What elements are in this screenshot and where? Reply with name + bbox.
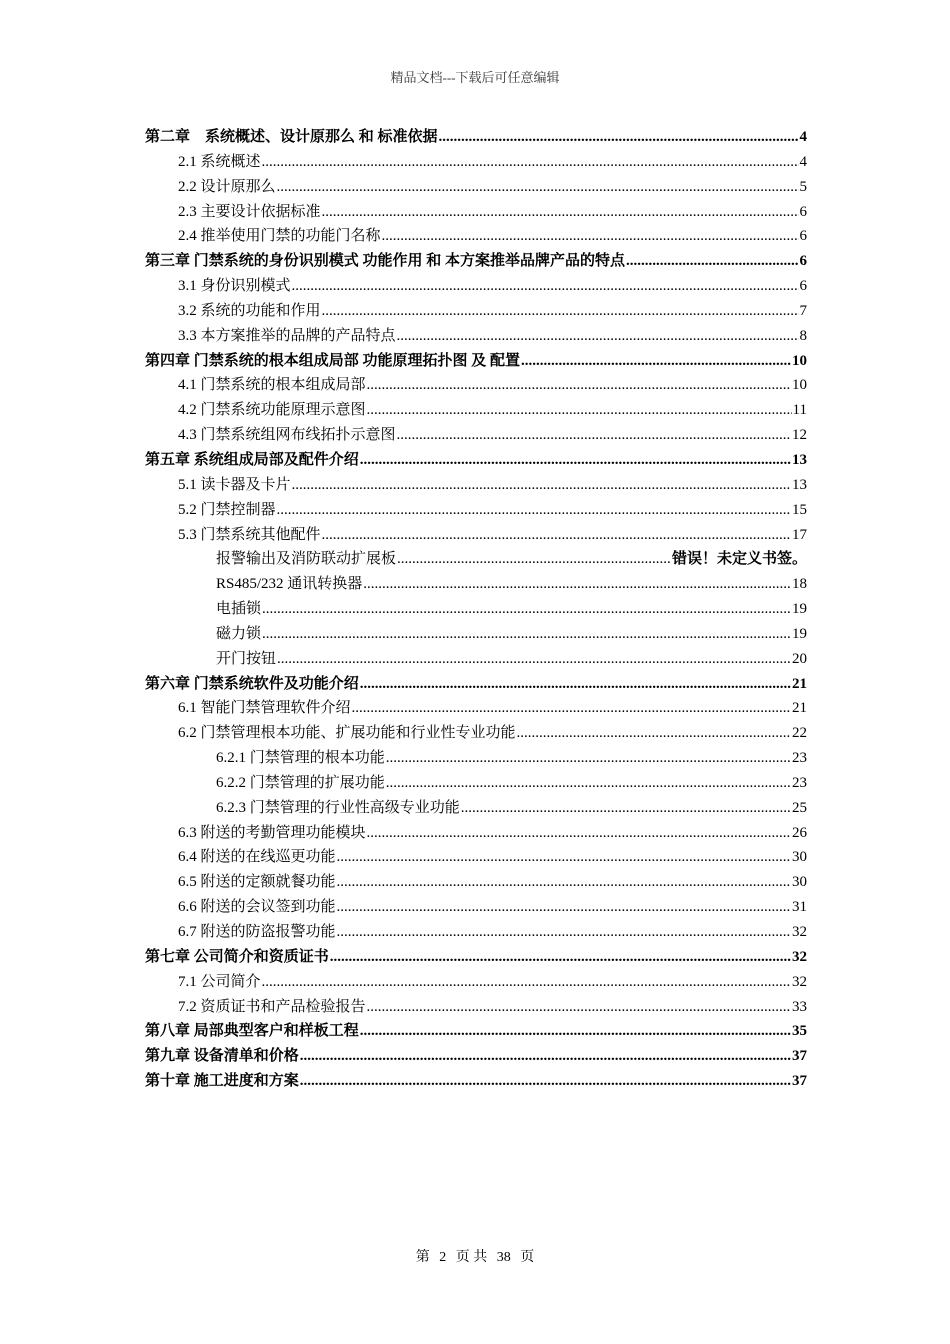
dot-leader [262, 150, 799, 175]
dot-leader [367, 373, 791, 398]
toc-entry-page-number: 23 [792, 750, 807, 767]
dot-leader [626, 249, 798, 274]
toc-entry-page-number: 5 [799, 178, 807, 195]
toc-entry-title: 7.1 公司简介 [178, 973, 261, 990]
footer-suffix: 页 [520, 1250, 535, 1265]
toc-entry-title: 2.1 系统概述 [178, 153, 261, 170]
toc-entry-title: 第三章 门禁系统的身份识别模式 功能作用 和 本方案推举品牌产品的特点 [145, 253, 626, 270]
dot-leader [386, 746, 791, 771]
toc-entry-page-number: 32 [792, 973, 807, 990]
toc-entry-title: 6.4 附送的在线巡更功能 [178, 849, 336, 866]
dot-leader [382, 224, 799, 249]
dot-leader [300, 1069, 791, 1094]
toc-entry-title: 第八章 局部典型客户和样板工程 [145, 1023, 359, 1040]
toc-entry-page-number: 25 [792, 799, 807, 816]
dot-leader [367, 995, 791, 1020]
toc-entry-page-number: 4 [799, 129, 807, 145]
toc-entry[interactable] [145, 1069, 807, 1094]
dot-leader [386, 771, 791, 796]
toc-entry-page-number: 6 [799, 278, 807, 295]
toc-entry[interactable] [145, 995, 807, 1020]
dot-leader [337, 845, 791, 870]
toc-entry-title: 6.5 附送的定额就餐功能 [178, 874, 336, 891]
toc-entry-title: 6.2.3 门禁管理的行业性高级专业功能 [216, 799, 460, 816]
toc-entry[interactable] [145, 398, 807, 423]
toc-entry-title: 6.2.1 门禁管理的根本功能 [216, 750, 385, 767]
toc-entry-page-number: 13 [792, 476, 807, 493]
toc-entry[interactable] [145, 870, 807, 895]
dot-leader [360, 672, 791, 697]
toc-entry[interactable] [145, 175, 807, 200]
dot-leader [367, 821, 791, 846]
dot-leader [337, 870, 791, 895]
toc-entry-page-number: 30 [792, 874, 807, 891]
toc-entry[interactable] [145, 920, 807, 945]
toc-entry[interactable] [145, 448, 807, 473]
toc-entry-page-number: 26 [792, 824, 807, 841]
toc-entry[interactable] [145, 845, 807, 870]
dot-leader [322, 523, 791, 548]
toc-entry-page-number: 10 [792, 377, 807, 394]
dot-leader [262, 622, 791, 647]
dot-leader [300, 1044, 791, 1069]
toc-entry[interactable] [145, 423, 807, 448]
dot-leader [292, 473, 791, 498]
dot-leader [292, 274, 799, 299]
toc-entry[interactable] [145, 473, 807, 498]
toc-entry[interactable] [145, 622, 807, 647]
toc-entry[interactable] [145, 1019, 807, 1044]
toc-entry-title: 5.2 门禁控制器 [178, 501, 276, 518]
toc-entry[interactable] [145, 274, 807, 299]
toc-entry-title: 2.3 主要设计依据标准 [178, 203, 321, 220]
toc-entry-page-number: 23 [792, 774, 807, 791]
toc-entry-page-number: 37 [792, 1048, 807, 1065]
toc-entry-page-number: 19 [792, 601, 807, 618]
toc-entry-page-number: 22 [792, 725, 807, 742]
toc-entry-page-number: 33 [792, 998, 807, 1015]
page-footer [0, 1246, 950, 1266]
toc-entry-title: 3.1 身份识别模式 [178, 278, 291, 295]
footer-current-page: 2 [439, 1250, 447, 1265]
dot-leader [262, 597, 791, 622]
toc-entry[interactable] [145, 324, 807, 349]
toc-entry-title: 6.1 智能门禁管理软件介绍 [178, 700, 351, 717]
toc-entry[interactable] [145, 200, 807, 225]
toc-entry[interactable] [145, 498, 807, 523]
toc-entry[interactable] [145, 349, 807, 374]
toc-entry[interactable] [145, 945, 807, 970]
dot-leader [337, 920, 791, 945]
toc-entry-title: 2.4 推举使用门禁的功能门名称 [178, 228, 381, 245]
toc-entry-title: 第二章 系统概述、设计原那么 和 标准依据 [145, 129, 438, 145]
dot-leader [352, 696, 791, 721]
toc-entry-title: 第六章 门禁系统软件及功能介绍 [145, 675, 359, 692]
dot-leader [277, 175, 799, 200]
footer-middle: 页 共 [455, 1250, 488, 1265]
toc-entry[interactable] [145, 597, 807, 622]
toc-entry-page-number: 31 [792, 899, 807, 916]
toc-entry-page-number: 20 [792, 650, 807, 667]
toc-entry-page-number: 6 [799, 253, 807, 270]
dot-leader [517, 721, 791, 746]
dot-leader [397, 423, 791, 448]
toc-entry-title: 5.1 读卡器及卡片 [178, 476, 291, 493]
toc-entry[interactable] [145, 721, 807, 746]
toc-entry-page-number: 32 [792, 924, 807, 940]
toc-entry-page-number: 10 [792, 352, 807, 369]
toc-entry-title: 3.2 系统的功能和作用 [178, 302, 321, 319]
toc-entry-title: 5.3 门禁系统其他配件 [178, 526, 321, 543]
toc-entry[interactable] [145, 373, 807, 398]
toc-entry-page-number: 8 [799, 327, 807, 344]
toc-entry-title: 第十章 施工进度和方案 [145, 1073, 299, 1090]
toc-entry-title: 4.2 门禁系统功能原理示意图 [178, 402, 366, 419]
dot-leader [360, 1019, 791, 1044]
toc-entry-title: RS485/232 通讯转换器 [216, 576, 363, 593]
toc-entry-page-number: 6 [799, 203, 807, 220]
toc-entry[interactable] [145, 547, 807, 572]
toc-entry-title: 6.7 附送的防盗报警功能 [178, 924, 336, 940]
toc-entry-title: 电插锁 [216, 601, 262, 618]
toc-entry[interactable] [145, 796, 807, 821]
toc-entry-title: 6.2 门禁管理根本功能、扩展功能和行业性专业功能 [178, 725, 516, 742]
toc-entry-page-number: 18 [792, 576, 807, 593]
toc-entry[interactable] [145, 150, 807, 175]
toc-entry-page-number: 37 [792, 1073, 807, 1090]
toc-entry-page-number: 35 [792, 1023, 807, 1040]
dot-leader [367, 398, 792, 423]
toc-entry[interactable] [145, 224, 807, 249]
dot-leader [461, 796, 791, 821]
toc-entry-title: 6.6 附送的会议签到功能 [178, 899, 336, 916]
dot-leader [277, 498, 791, 523]
toc-entry-title: 6.3 附送的考勤管理功能模块 [178, 824, 366, 841]
dot-leader [337, 895, 791, 920]
toc-entry[interactable] [145, 970, 807, 995]
dot-leader [363, 572, 791, 597]
toc-entry-page-number: 13 [792, 451, 807, 468]
toc-entry[interactable] [145, 821, 807, 846]
toc-entry[interactable] [145, 125, 807, 150]
toc-entry-page-number: 11 [792, 402, 807, 419]
toc-entry-title: 第七章 公司简介和资质证书 [145, 948, 329, 965]
toc-entry[interactable] [145, 523, 807, 548]
dot-leader [360, 448, 791, 473]
dot-leader [397, 547, 671, 572]
toc-entry-title: 报警输出及消防联动扩展板 [216, 551, 397, 568]
toc-entry[interactable] [145, 746, 807, 771]
toc-entry[interactable] [145, 696, 807, 721]
toc-entry-page-number: 错误！未定义书签。 [671, 551, 807, 568]
toc-entry[interactable] [145, 1044, 807, 1069]
toc-entry-page-number: 4 [799, 153, 807, 170]
dot-leader [322, 200, 799, 225]
toc-entry-page-number: 17 [792, 526, 807, 543]
table-of-contents [145, 125, 807, 1094]
toc-entry-title: 2.2 设计原那么 [178, 178, 276, 195]
toc-entry[interactable] [145, 299, 807, 324]
dot-leader [330, 945, 791, 970]
dot-leader [262, 970, 791, 995]
toc-entry-title: 第五章 系统组成局部及配件介绍 [145, 451, 359, 468]
toc-entry[interactable] [145, 895, 807, 920]
toc-entry[interactable] [145, 572, 807, 597]
footer-prefix: 第 [415, 1250, 430, 1265]
dot-leader [277, 647, 791, 672]
toc-entry-page-number: 30 [792, 849, 807, 866]
toc-entry-title: 6.2.2 门禁管理的扩展功能 [216, 774, 385, 791]
toc-entry-title: 7.2 资质证书和产品检验报告 [178, 998, 366, 1015]
toc-entry-page-number: 32 [792, 948, 807, 965]
toc-entry-page-number: 7 [799, 302, 807, 319]
toc-entry-title: 4.3 门禁系统组网布线拓扑示意图 [178, 427, 396, 444]
toc-entry[interactable] [145, 672, 807, 697]
dot-leader [521, 349, 791, 374]
toc-entry-page-number: 19 [792, 625, 807, 642]
dot-leader [397, 324, 799, 349]
page-header: 精品文档---下载后可任意编辑 [390, 70, 560, 85]
toc-entry-page-number: 6 [799, 228, 807, 245]
dot-leader [322, 299, 799, 324]
toc-entry-title: 4.1 门禁系统的根本组成局部 [178, 377, 366, 394]
toc-entry[interactable] [145, 771, 807, 796]
toc-entry-title: 磁力锁 [216, 625, 262, 642]
toc-entry-page-number: 21 [792, 700, 807, 717]
toc-entry-title: 3.3 本方案推举的品牌的产品特点 [178, 327, 396, 344]
footer-total-pages: 38 [496, 1250, 511, 1265]
toc-entry-title: 开门按钮 [216, 650, 277, 667]
toc-entry-page-number: 15 [792, 501, 807, 518]
toc-entry[interactable] [145, 249, 807, 274]
toc-entry-page-number: 21 [792, 675, 807, 692]
dot-leader [439, 125, 799, 150]
toc-entry-title: 第四章 门禁系统的根本组成局部 功能原理拓扑图 及 配置 [145, 352, 521, 369]
toc-entry-title: 第九章 设备清单和价格 [145, 1048, 299, 1065]
toc-entry[interactable] [145, 647, 807, 672]
toc-entry-page-number: 12 [792, 427, 807, 444]
